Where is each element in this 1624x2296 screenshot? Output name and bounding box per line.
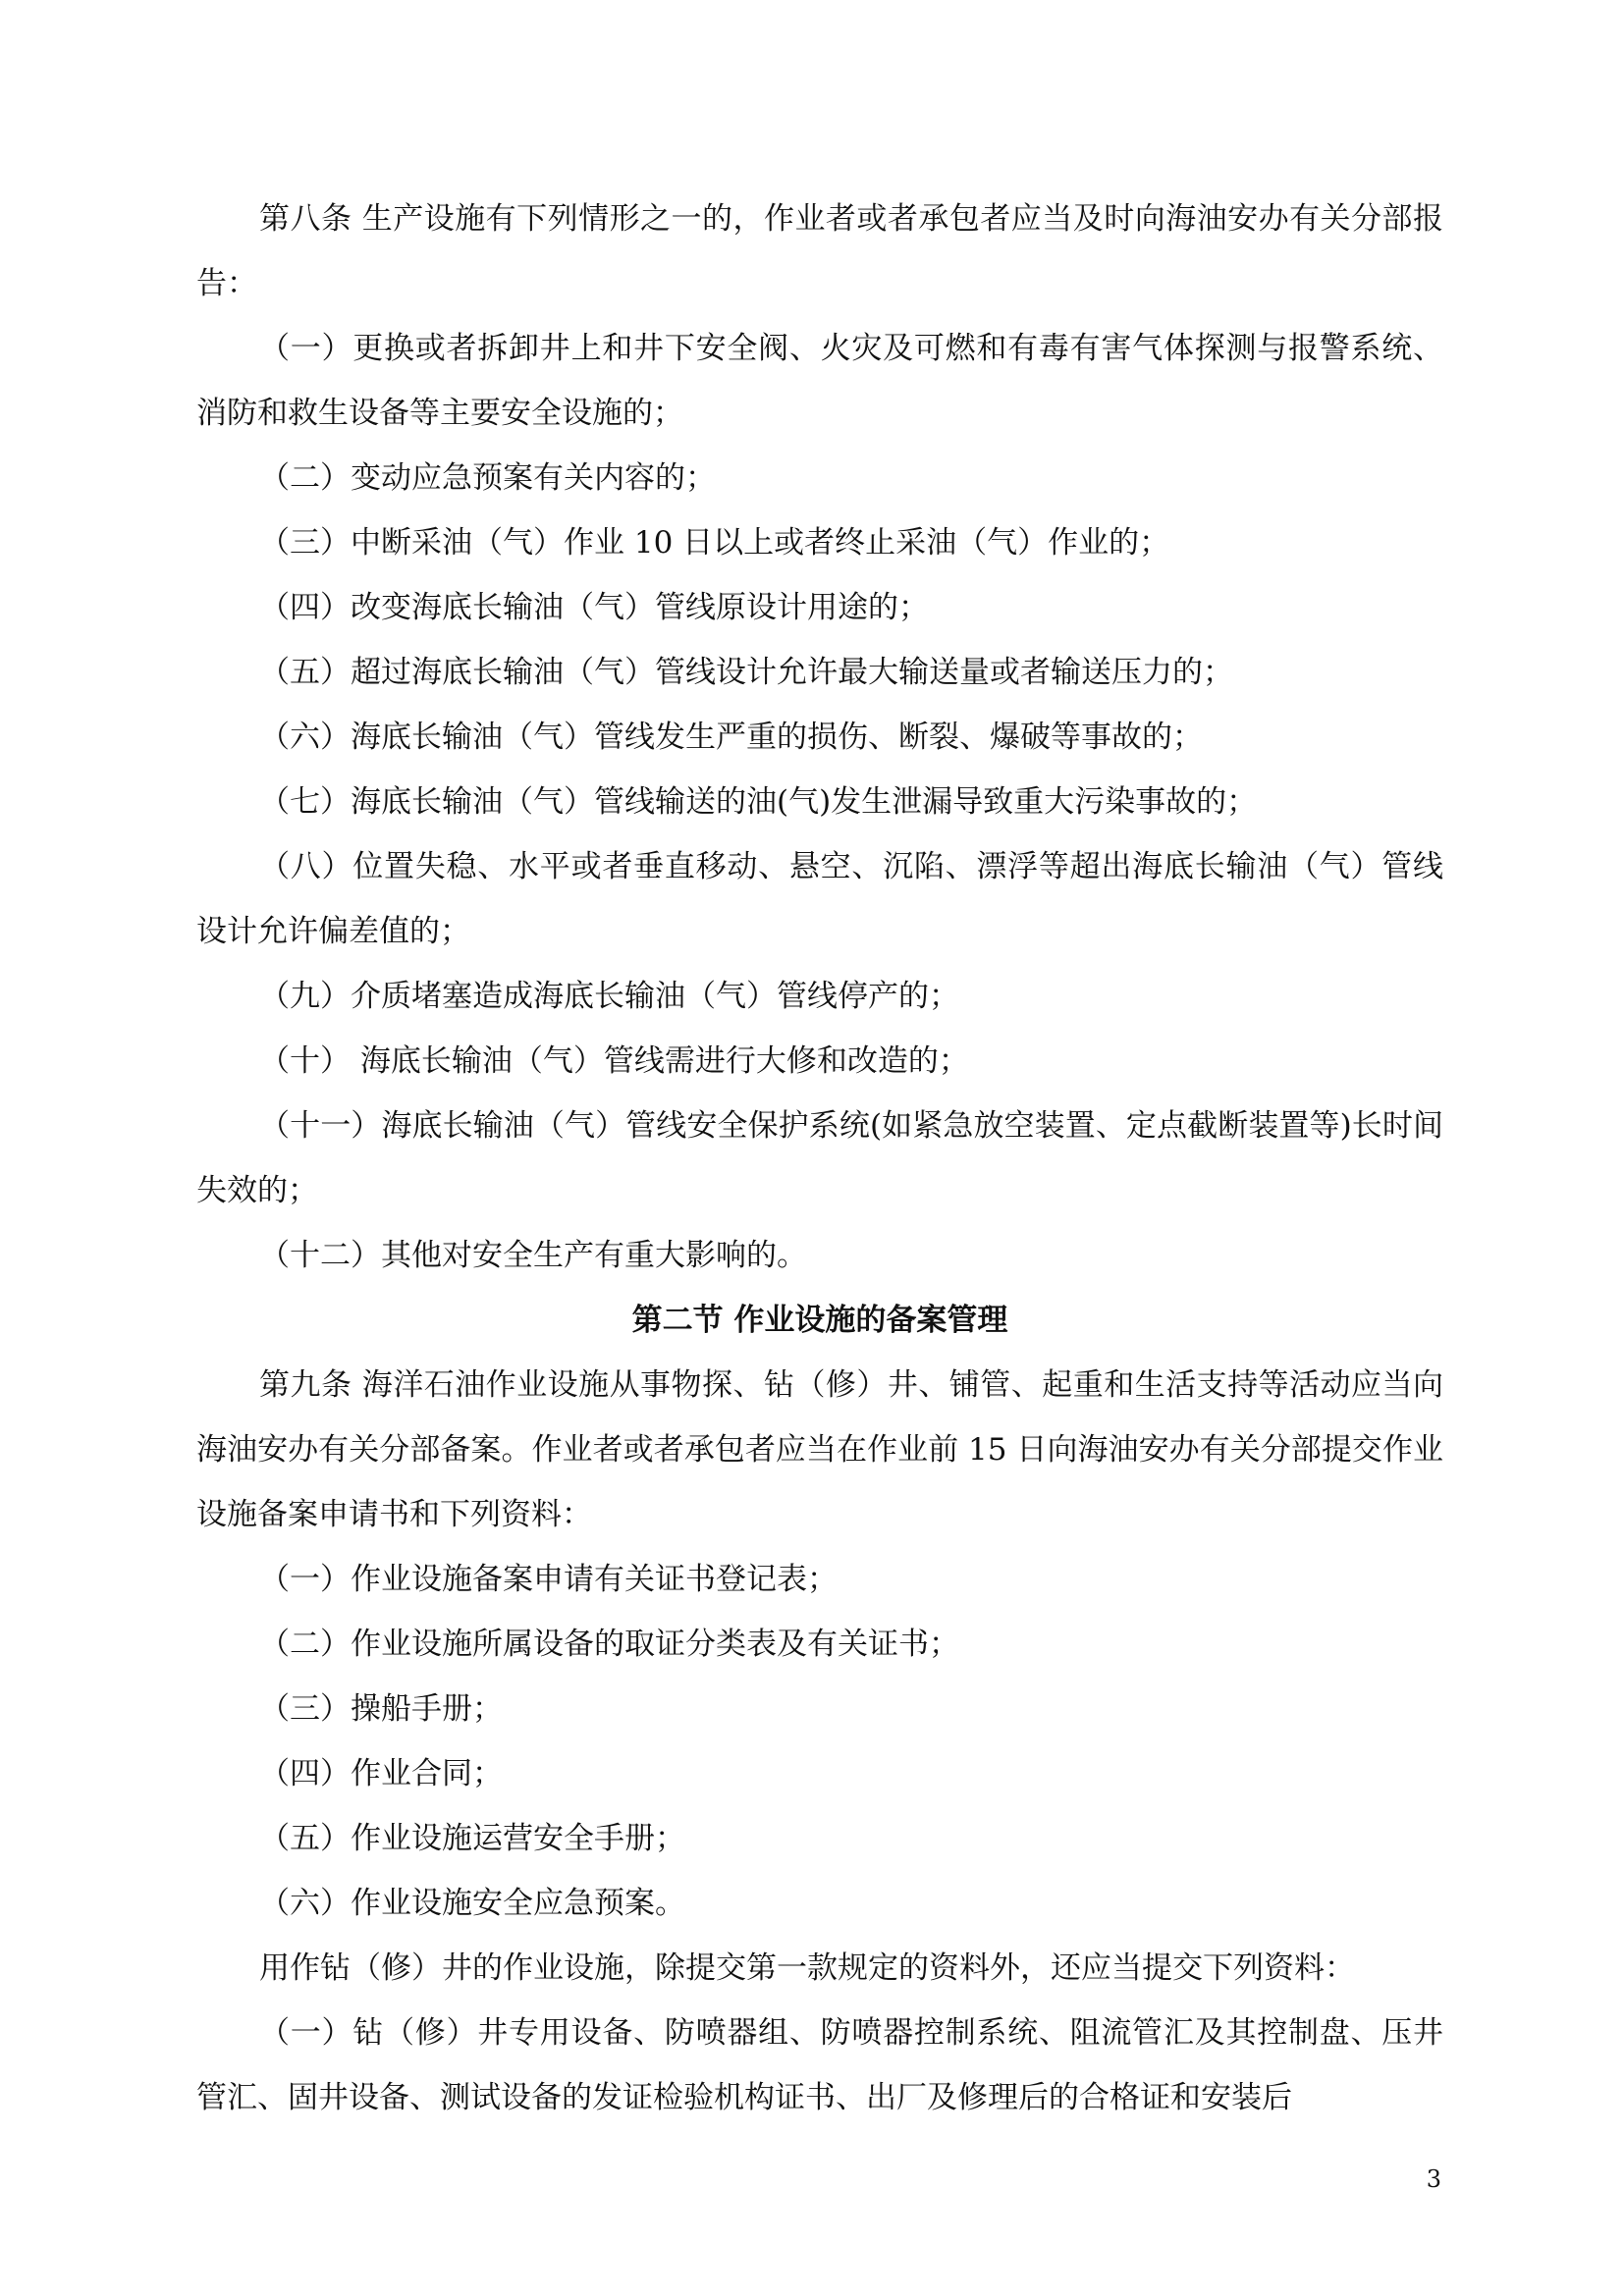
article-9-item: （一）作业设施备案申请有关证书登记表； bbox=[259, 1562, 838, 1597]
article-9-drilling-item: （一）钻（修）井专用设备、防喷器组、防喷器控制系统、阻流管汇及其控制盘、压井管汇、固井设备、测试设备的发证检验机构证书、出厂及修理后的合格证和安装后 bbox=[196, 2015, 1443, 2115]
article-8-item: （九）介质堵塞造成海底长输油（气）管线停产的； bbox=[259, 979, 959, 1014]
article-8-item: （五）超过海底长输油（气）管线设计允许最大输送量或者输送压力的； bbox=[259, 655, 1233, 690]
article-9-intro: 第九条 海洋石油作业设施从事物探、钻（修）井、铺管、起重和生活支持等活动应当向海油安办有关分部备案。作业者或者承包者应当在作业前 15 日向海油安办有关分部提交作业设施备案申请书和下列资料： bbox=[196, 1367, 1443, 1532]
article-8-item: （六）海底长输油（气）管线发生严重的损伤、断裂、爆破等事故的； bbox=[259, 720, 1203, 755]
article-9-item: （四）作业合同； bbox=[259, 1756, 503, 1791]
article-8-item: （十二）其他对安全生产有重大影响的。 bbox=[259, 1238, 807, 1273]
article-8-item: （一）更换或者拆卸井上和井下安全阀、火灾及可燃和有毒有害气体探测与报警系统、消防和救生设备等主要安全设施的； bbox=[196, 331, 1443, 431]
article-8-item: （十一）海底长输油（气）管线安全保护系统(如紧急放空装置、定点截断装置等)长时间失效的； bbox=[196, 1108, 1443, 1208]
article-8-item: （二）变动应急预案有关内容的； bbox=[259, 460, 716, 496]
article-9-item: （六）作业设施安全应急预案。 bbox=[259, 1886, 685, 1921]
article-8-item: （十） 海底长输油（气）管线需进行大修和改造的； bbox=[259, 1043, 969, 1079]
page-number: 3 bbox=[1426, 2165, 1441, 2193]
article-8-item: （八）位置失稳、水平或者垂直移动、悬空、沉陷、漂浮等超出海底长输油（气）管线设计允许偏差值的； bbox=[196, 849, 1443, 949]
article-8-intro: 第八条 生产设施有下列情形之一的，作业者或者承包者应当及时向海油安办有关分部报告： bbox=[196, 201, 1443, 301]
article-8-item: （四）改变海底长输油（气）管线原设计用途的； bbox=[259, 590, 929, 625]
section-heading: 第二节 作业设施的备案管理 bbox=[631, 1303, 1008, 1338]
article-9-item: （二）作业设施所属设备的取证分类表及有关证书； bbox=[259, 1627, 959, 1662]
article-8-item: （七）海底长输油（气）管线输送的油(气)发生泄漏导致重大污染事故的； bbox=[259, 784, 1258, 820]
document-body bbox=[196, 187, 1443, 2130]
article-9-item: （五）作业设施运营安全手册； bbox=[259, 1821, 685, 1856]
article-8-item: （三）中断采油（气）作业 10 日以上或者终止采油（气）作业的； bbox=[259, 525, 1170, 561]
article-9-drilling-intro: 用作钻（修）井的作业设施，除提交第一款规定的资料外，还应当提交下列资料： bbox=[259, 1950, 1355, 1986]
article-9-item: （三）操船手册； bbox=[259, 1691, 503, 1727]
